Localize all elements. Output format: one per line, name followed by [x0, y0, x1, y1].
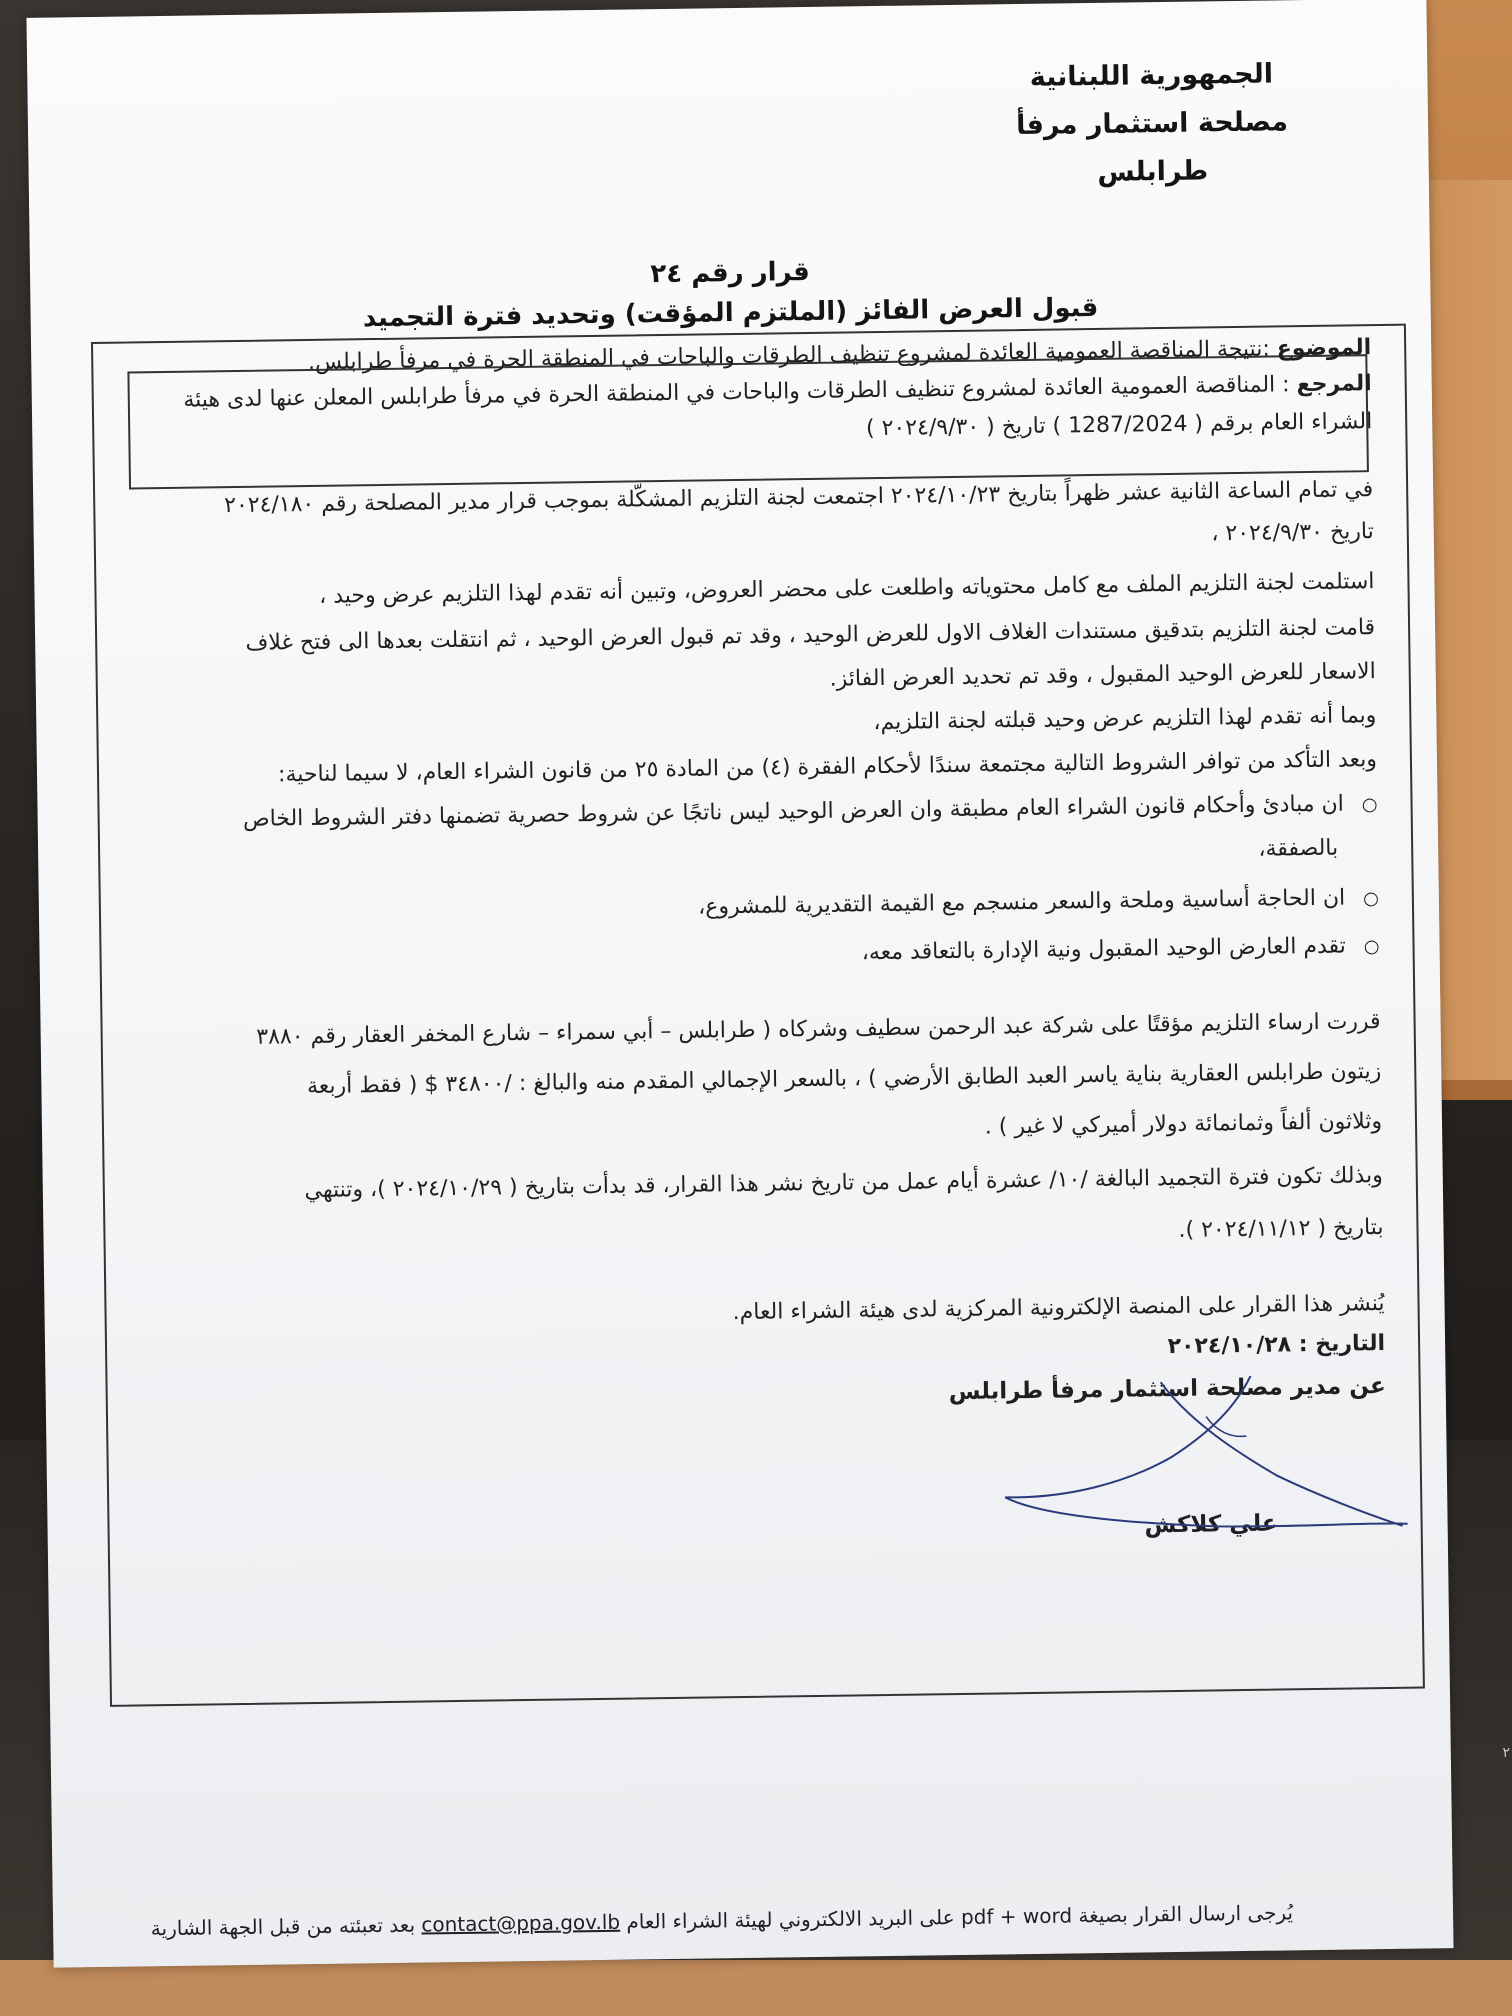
- decision-title: [230, 246, 1231, 340]
- paragraph-standstill-line1: وبذلك تكون فترة التجميد البالغة /١٠/ عشرة أيام عمل من تاريخ نشر هذا القرار، قد بدأت بتاريخ ( ٢٠٢٤/١٠/٢٩ )، وتنتهي: [304, 1163, 1383, 1204]
- instructions-text-end: بعد تعبئته من قبل الجهة الشارية: [150, 1912, 416, 1941]
- on-behalf-line: عن مدير مصلحة استثمار مرفأ طرابلس: [948, 1373, 1386, 1406]
- paragraph-file-review: استلمت لجنة التلزيم الملف مع كامل محتوياته واطلعت على محضر العروض، وتبين أنه تقدم لهذا التلزيم عرض وحيد ،: [318, 569, 1375, 609]
- subject-label: الموضوع: [1276, 335, 1372, 362]
- reference-label: المرجع: [1296, 371, 1372, 398]
- reference-text-line2: الشراء العام برقم ( 1287/2024 ) تاريخ ( ٢٠٢٤/٩/٣٠ ): [865, 409, 1373, 442]
- condition-item-3: ○ تقدم العارض الوحيد المقبول ونية الإدارة بالتعاقد معه،: [862, 933, 1380, 965]
- ppa-email-link[interactable]: contact@ppa.gov.lb: [421, 1909, 621, 1937]
- background-floor: [0, 1960, 1512, 2016]
- letterhead-authority: مصلحة استثمار مرفأ: [1015, 106, 1289, 142]
- condition-item-1-line1: ○ ان مبادئ وأحكام قانون الشراء العام مطبقة وان العرض الوحيد ليس ناتجًا عن شروط حصرية تضمنها دفتر الشروط الخاص: [243, 791, 1378, 832]
- paragraph-award-line1: قررت ارساء التلزيم مؤقتًا على شركة عبد الرحمن سطيف وشركاه ( طرابلس – أبي سمراء – شارع المخفر العقار رقم ٣٨٨٠: [256, 1009, 1381, 1050]
- subject-text: :نتيجة المناقصة العمومية العائدة لمشروع تنظيف الطرقات والباحات في المنطقة الحرة في مرفأ طرابلس.: [307, 336, 1270, 375]
- decision-date: التاريخ : ٢٠٢٤/١٠/٢٨: [1167, 1331, 1386, 1360]
- paragraph-meeting-line1: في تمام الساعة الثانية عشر ظهراً بتاريخ ٢٠٢٤/١٠/٢٣ اجتمعت لجنة التلزيم المشكّلة بموجب قرار مدير المصلحة رقم ٢٠٢٤/١٨٠: [223, 477, 1374, 519]
- letterhead: [1015, 50, 1289, 198]
- paragraph-evaluation-line1: قامت لجنة التلزيم بتدقيق مستندات الغلاف الاول للعرض الوحيد ، وقد تم قبول العرض الوحيد ، ثم انتقلت بعدها الى فتح غلاف: [245, 615, 1376, 656]
- page-number: ٢: [1502, 1745, 1510, 1761]
- paragraph-evaluation-line2: الاسعار للعرض الوحيد المقبول ، وقد تم تحديد العرض الفائز.: [829, 659, 1376, 692]
- decision-number: قرار رقم ٢٤: [650, 256, 810, 290]
- condition-item-2: ○ ان الحاجة أساسية وملحة والسعر منسجم مع القيمة التقديرية للمشروع،: [698, 885, 1379, 920]
- instructions-text-start: يُرجى ارسال القرار بصيغة pdf + word على البريد الالكتروني لهيئة الشراء العام: [626, 1900, 1294, 1934]
- document-page: [26, 0, 1453, 1968]
- decision-subject-title: قبول العرض الفائز (الملتزم المؤقت) وتحديد فترة التجميد: [362, 292, 1099, 334]
- paragraph-meeting-line2: تاريخ ٢٠٢٤/٩/٣٠ ،: [1211, 519, 1374, 547]
- signatory-name: علي كلاكش: [1144, 1510, 1278, 1539]
- letterhead-country: الجمهورية اللبنانية: [1029, 58, 1274, 93]
- paragraph-publication: يُنشر هذا القرار على المنصة الإلكترونية المركزية لدى هيئة الشراء العام.: [732, 1291, 1385, 1326]
- paragraph-conditions-intro: وبعد التأكد من توافر الشروط التالية مجتمعة سندًا لأحكام الفقرة (٤) من المادة ٢٥ من قانون الشراء العام، لا سيما لناحية:: [277, 747, 1378, 788]
- paragraph-standstill-line2: بتاريخ ( ٢٠٢٤/١١/١٢ ).: [1178, 1215, 1384, 1243]
- reference-text-line1: : المناقصة العمومية العائدة لمشروع تنظيف الطرقات والباحات في المنطقة الحرة في مرفأ طرابلس المعلن عنها لدى هيئة: [183, 372, 1290, 413]
- paragraph-award-line2: زيتون طرابلس العقارية بناية ياسر العبد الطابق الأرضي ) ، بالسعر الإجمالي المقدم منه والبالغ : /٣٤٨٠٠ $ ( فقط أربعة: [306, 1059, 1382, 1100]
- paragraph-award-line3: وثلاثون ألفاً وثمانمائة دولار أميركي لا غير ) .: [984, 1109, 1383, 1140]
- handwritten-signature: [996, 1374, 1418, 1540]
- paragraph-single-bid: وبما أنه تقدم لهذا التلزيم عرض وحيد قبلته لجنة التلزيم،: [873, 703, 1377, 736]
- letterhead-city: طرابلس: [1097, 155, 1209, 188]
- submission-instructions: [150, 1900, 1294, 1941]
- condition-item-1-line2: بالصفقة،: [1258, 835, 1339, 862]
